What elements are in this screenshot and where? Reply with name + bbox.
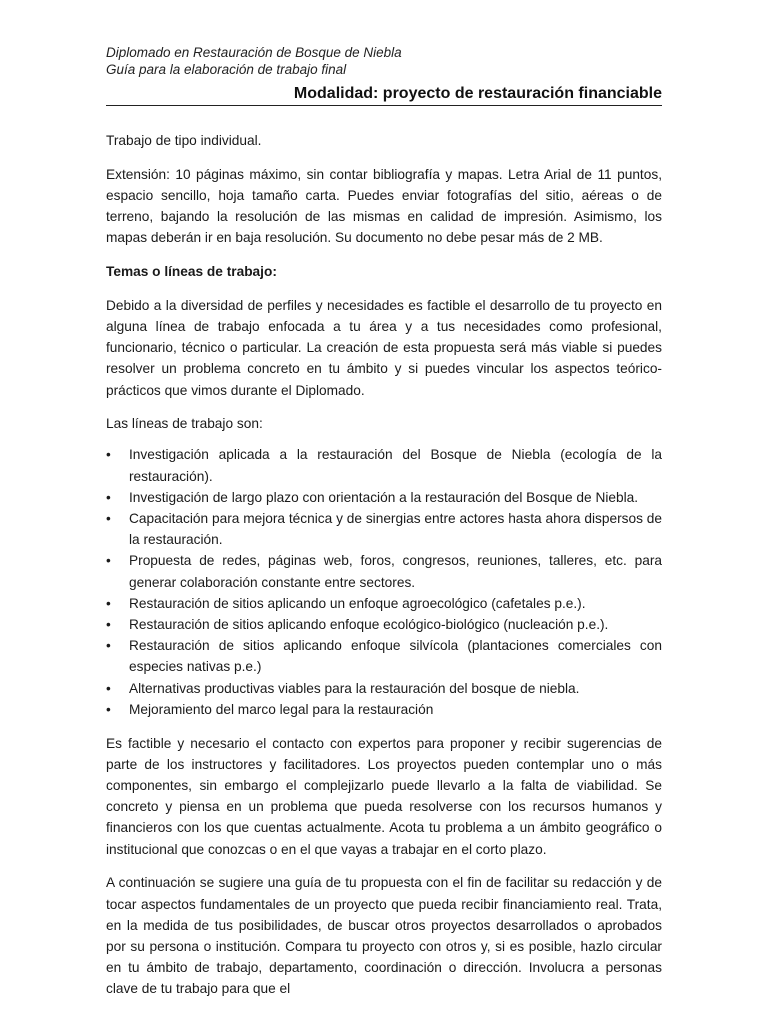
list-item: • Mejoramiento del marco legal para la restauración — [106, 699, 662, 720]
work-lines-list — [106, 444, 662, 720]
list-item: • Restauración de sitios aplicando enfoque ecológico-biológico (nucleación p.e.). — [106, 614, 662, 635]
bullet-icon: • — [106, 553, 111, 569]
course-name: Diplomado en Restauración de Bosque de Niebla — [106, 45, 402, 60]
list-item: • Restauración de sitios aplicando un enfoque agroecológico (cafetales p.e.). — [106, 593, 662, 614]
list-item: • Restauración de sitios aplicando enfoque silvícola (plantaciones comerciales con especies nativas p.e.) — [106, 635, 662, 677]
paragraph-extension: Extensión: 10 páginas máximo, sin contar bibliografía y mapas. Letra Arial de 11 puntos, espacio sencillo, hoja tamaño carta. Puedes enviar fotografías del sitio, aéreas o de terreno, bajando la resolución de las mismas en calidad de impresión. Asimismo, los mapas deberán ir en baja resolución. Su documento no debe pesar más de 2 MB. — [106, 166, 662, 246]
bullet-icon: • — [106, 511, 111, 527]
paragraph-lineas-intro: Las líneas de trabajo son: — [106, 416, 263, 432]
guide-subtitle: Guía para la elaboración de trabajo final — [106, 62, 347, 77]
bullet-icon: • — [106, 595, 111, 611]
paragraph-diversidad: Debido a la diversidad de perfiles y necesidades es factible el desarrollo de tu proyecto en alguna línea de trabajo enfocada a tu área y a tus necesidades como profesional, funcionario, técnico o particular. La creación de esta propuesta será más viable si puedes resolver un problema concreto en tu ámbito y si puedes vincular los aspectos teórico-prácticos que vimos durante el Diplomado. — [106, 297, 662, 398]
paragraph-contacto: Es factible y necesario el contacto con expertos para proponer y recibir sugerencias de parte de los instructores y facilitadores. Los proyectos pueden contemplar uno o más componentes, sin embargo el complejizarlo puede llevarlo a la falta de viabilidad. Se concreto y piensa en un problema que pueda resolverse con los recursos humanos y financieros con los que cuentas actualmente. Acota tu problema a un ámbito geográfico o institucional que conozcas o en el que vayas a trabajar en el corto plazo. — [106, 735, 662, 857]
bullet-icon: • — [106, 680, 111, 696]
document-page — [106, 44, 662, 1000]
document-body — [106, 130, 662, 1000]
page-title: Modalidad: proyecto de restauración financiable — [106, 85, 662, 106]
list-item: • Alternativas productivas viables para la restauración del bosque de niebla. — [106, 678, 662, 699]
bullet-icon: • — [106, 701, 111, 717]
bullet-icon: • — [106, 489, 111, 505]
list-item: • Capacitación para mejora técnica y de sinergias entre actores hasta ahora dispersos de la restauración. — [106, 508, 662, 550]
list-item: • Investigación de largo plazo con orientación a la restauración del Bosque de Niebla. — [106, 487, 662, 508]
bullet-icon: • — [106, 447, 111, 463]
list-item: • Investigación aplicada a la restauración del Bosque de Niebla (ecología de la restauración). — [106, 444, 662, 486]
paragraph-tipo: Trabajo de tipo individual. — [106, 133, 262, 148]
bullet-icon: • — [106, 617, 111, 633]
bullet-icon: • — [106, 638, 111, 654]
paragraph-continuacion: A continuación se sugiere una guía de tu propuesta con el fin de facilitar su redacción y de tocar aspectos fundamentales de un proyecto que pueda recibir financiamiento real. Trata, en la medida de tus posibilidades, de buscar otros proyectos desarrollados o aprobados por su persona o institución. Compara tu proyecto con otros y, si es posible, hazlo circular en tu ámbito de trabajo, departamento, coordinación o dirección. Involucra a personas clave de tu trabajo para que el — [106, 875, 662, 997]
section-heading-temas: Temas o líneas de trabajo: — [106, 264, 277, 280]
list-item: • Propuesta de redes, páginas web, foros, congresos, reuniones, talleres, etc. para generar colaboración constante entre sectores. — [106, 550, 662, 592]
